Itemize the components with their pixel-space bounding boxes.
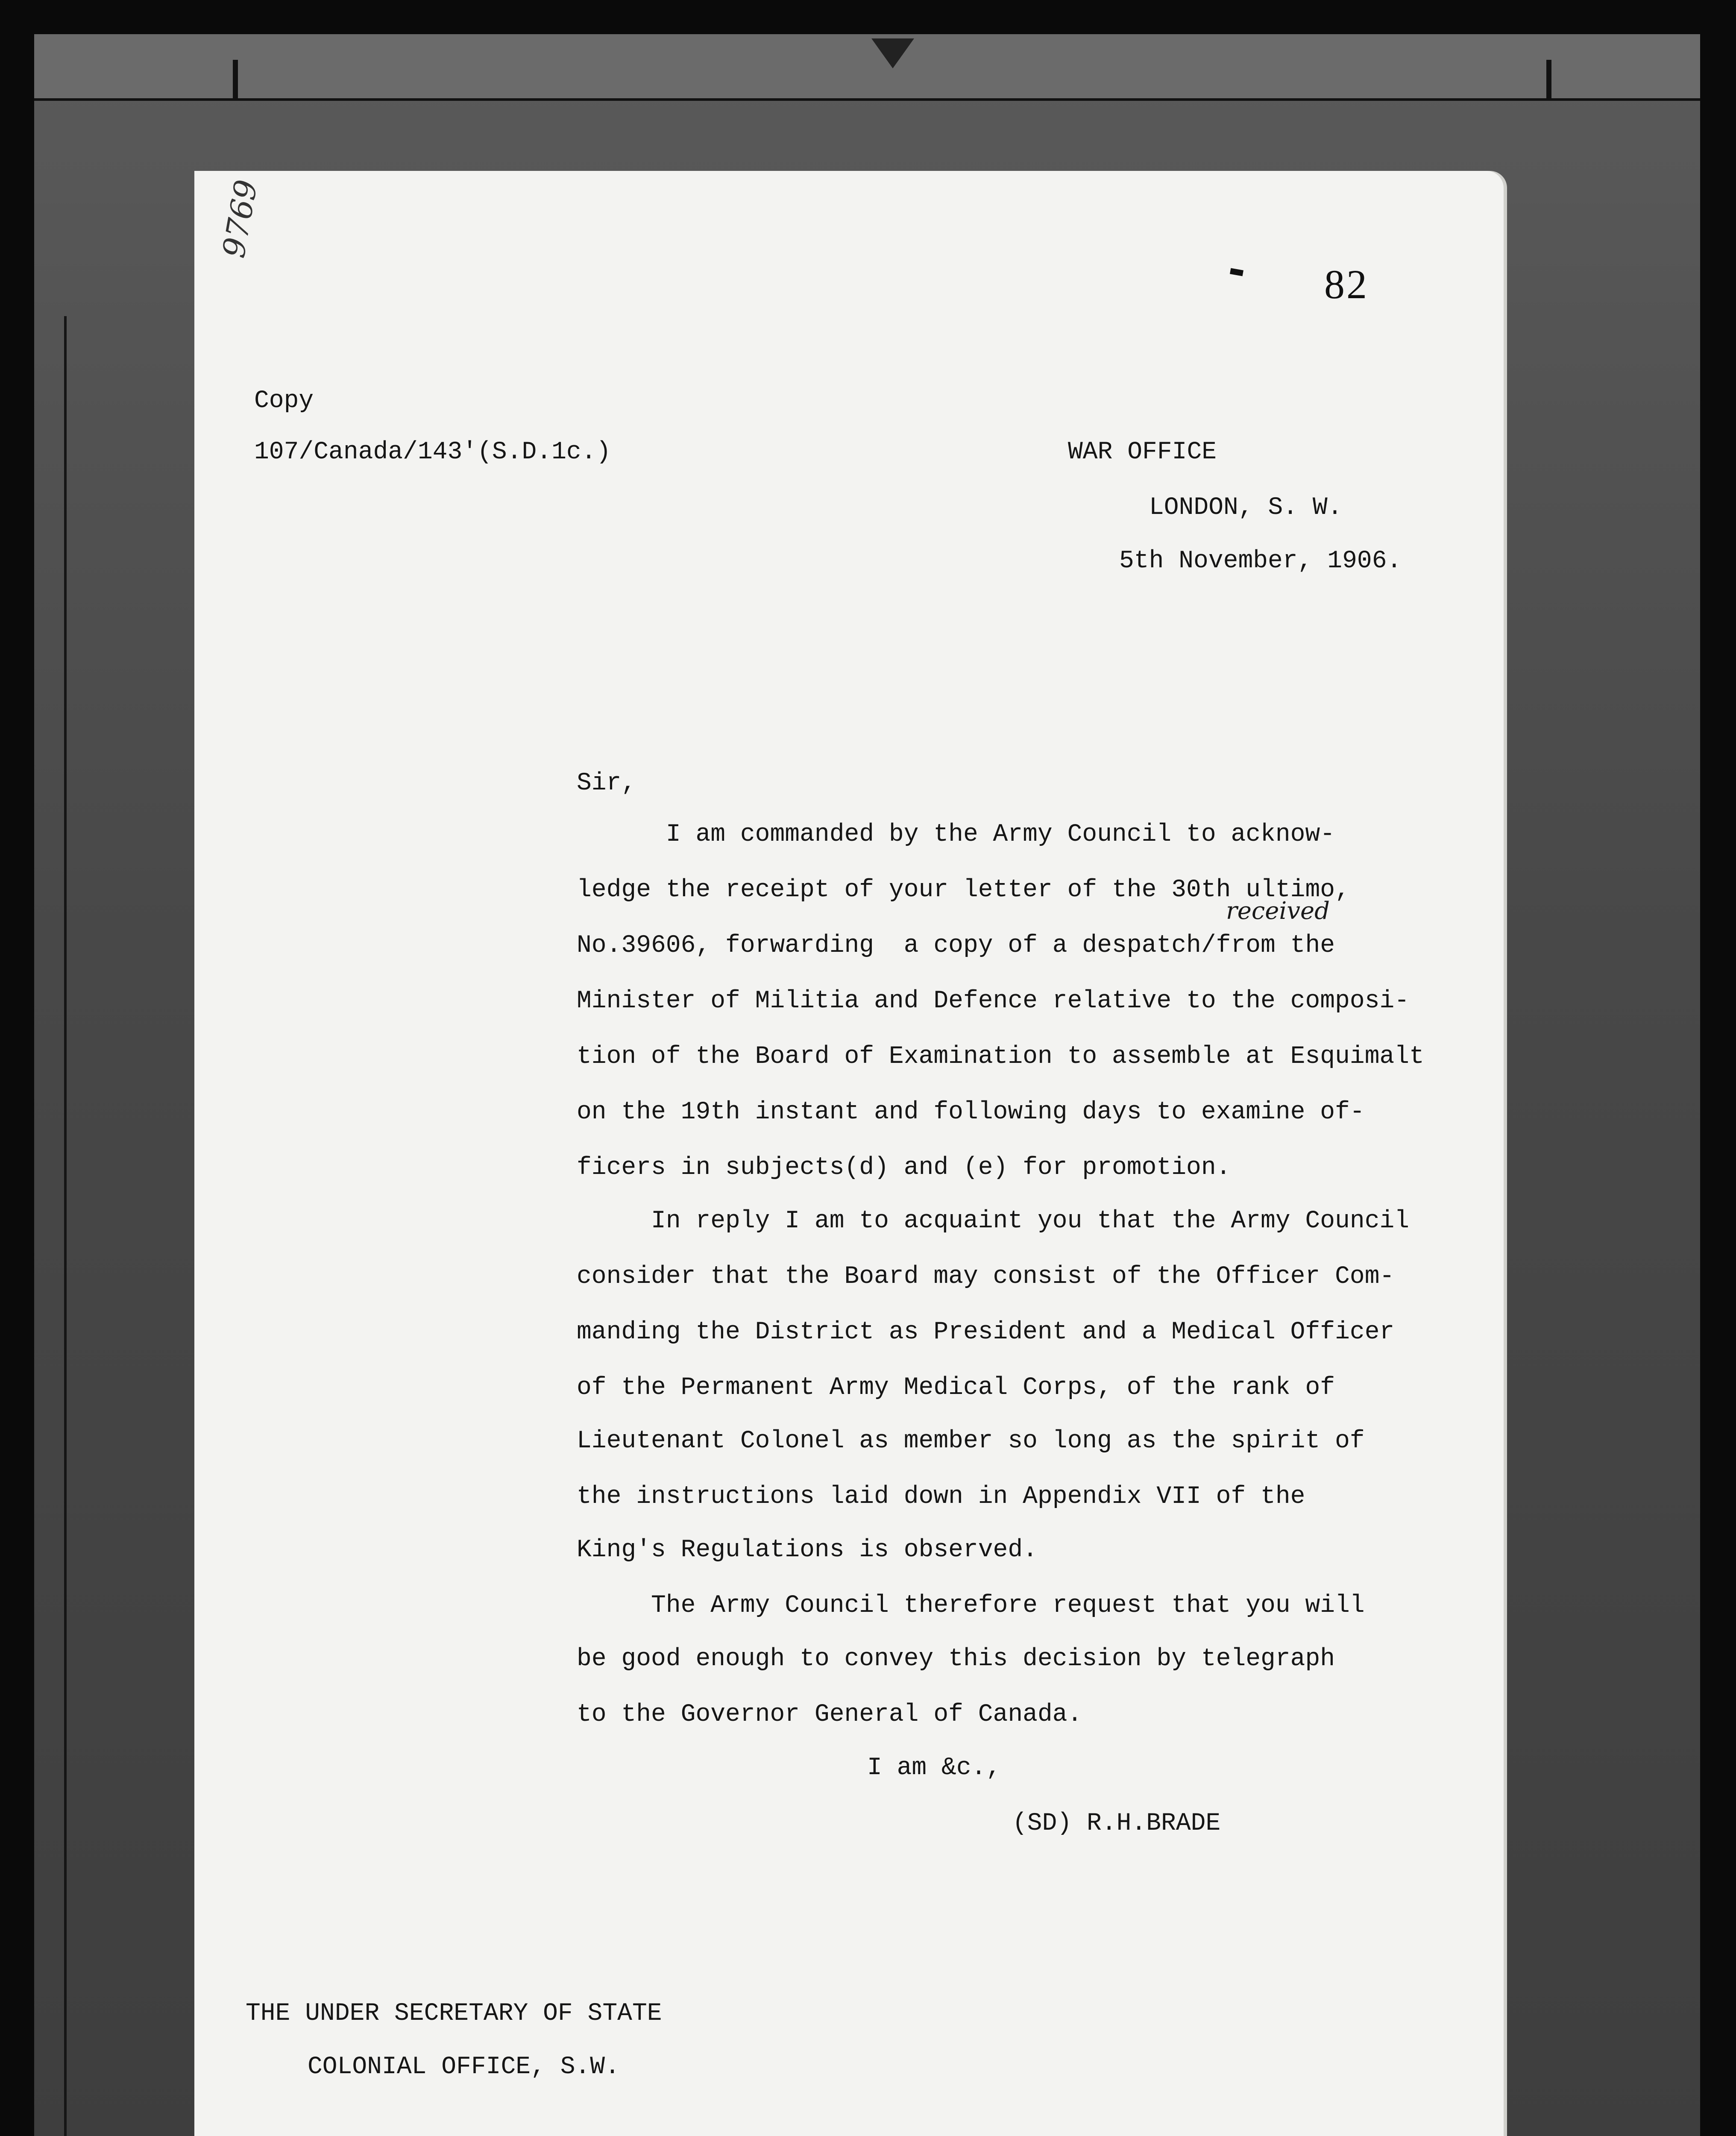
film-tick-right bbox=[1546, 60, 1551, 98]
body-line: I am commanded by the Army Council to acknow- bbox=[577, 821, 1335, 848]
body-line: Minister of Militia and Defence relative to the composi- bbox=[577, 987, 1410, 1015]
addressee-title: THE UNDER SECRETARY OF STATE bbox=[246, 2000, 662, 2027]
closing: I am &c., bbox=[867, 1754, 1001, 1782]
body-line: consider that the Board may consist of the Officer Com- bbox=[577, 1263, 1395, 1291]
body-line: tion of the Board of Examination to assemble at Esquimalt bbox=[577, 1043, 1424, 1071]
body-line: No.39606, forwarding a copy of a despatch/from the bbox=[577, 932, 1335, 959]
film-notch bbox=[871, 38, 914, 68]
body-line: Lieutenant Colonel as member so long as the spirit of bbox=[577, 1427, 1365, 1455]
body-line: to the Governor General of Canada. bbox=[577, 1701, 1082, 1728]
body-line: be good enough to convey this decision by telegraph bbox=[577, 1645, 1335, 1673]
body-line: on the 19th instant and following days to examine of- bbox=[577, 1098, 1365, 1126]
body-line: the instructions laid down in Appendix VII of the bbox=[577, 1483, 1305, 1511]
body-line: ledge the receipt of your letter of the 30th ultimo, bbox=[577, 876, 1350, 904]
margin-annotation: 9769 bbox=[215, 177, 264, 261]
body-line: of the Permanent Army Medical Corps, of the rank of bbox=[577, 1374, 1335, 1402]
film-left-line bbox=[64, 316, 67, 2136]
body-line: King's Regulations is observed. bbox=[577, 1536, 1038, 1564]
body-line: ficers in subjects(d) and (e) for promotion. bbox=[577, 1154, 1231, 1182]
body-line: In reply I am to acquaint you that the Army Council bbox=[577, 1207, 1410, 1235]
copy-label: Copy bbox=[254, 387, 314, 415]
handwritten-insertion: received bbox=[1226, 897, 1330, 925]
film-top-strip bbox=[34, 34, 1700, 101]
body-line: The Army Council therefore request that you will bbox=[577, 1592, 1365, 1620]
sender-office: WAR OFFICE bbox=[1068, 438, 1217, 466]
addressee-office: COLONIAL OFFICE, S.W. bbox=[308, 2053, 620, 2081]
sender-location: LONDON, S. W. bbox=[1149, 494, 1343, 522]
reference-number: 107/Canada/143'(S.D.1c.) bbox=[254, 438, 611, 466]
salutation: Sir, bbox=[577, 769, 636, 797]
film-tick-left bbox=[233, 60, 238, 98]
body-line: manding the District as President and a Medical Officer bbox=[577, 1318, 1395, 1346]
page-number: 82 bbox=[1324, 261, 1369, 307]
letter-date: 5th November, 1906. bbox=[1119, 547, 1402, 575]
signature: (SD) R.H.BRADE bbox=[1012, 1810, 1221, 1837]
